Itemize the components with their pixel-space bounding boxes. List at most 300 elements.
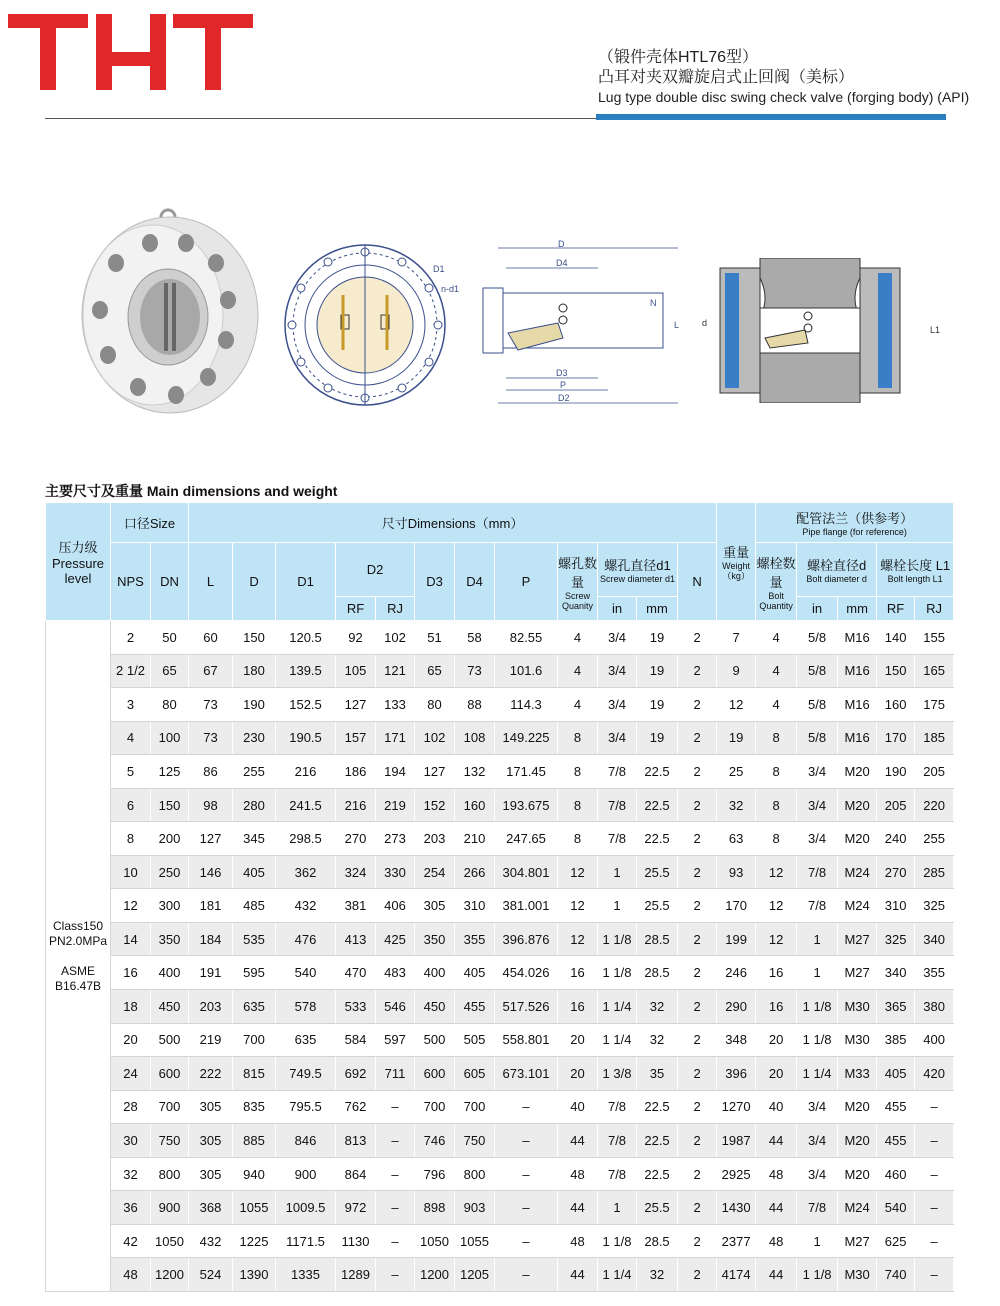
table-cell: 40 — [756, 1090, 797, 1124]
table-cell: 2 — [678, 1090, 717, 1124]
table-cell: 35 — [637, 1057, 678, 1091]
table-cell: 48 — [756, 1157, 797, 1191]
table-cell: 700 — [455, 1090, 495, 1124]
table-cell: 711 — [376, 1057, 415, 1091]
table-cell: 535 — [233, 922, 276, 956]
table-cell: – — [495, 1124, 558, 1158]
table-cell: 121 — [376, 654, 415, 688]
table-cell: 12 — [756, 922, 797, 956]
table-cell: 63 — [717, 822, 756, 856]
th-screw-dia: 螺孔直径d1 Screw diameter d1 — [598, 543, 678, 597]
table-cell: – — [915, 1157, 954, 1191]
label-n: N — [650, 298, 657, 308]
th-screw-mm: mm — [637, 597, 678, 621]
table-cell: 190.5 — [276, 721, 336, 755]
table-cell: 20 — [558, 1023, 598, 1057]
table-row — [46, 1258, 954, 1292]
table-cell: 100 — [151, 721, 189, 755]
table-cell: 5/8 — [797, 688, 838, 722]
table-cell: 98 — [189, 788, 233, 822]
table-cell: 5/8 — [797, 654, 838, 688]
table-cell: 44 — [756, 1191, 797, 1225]
table-cell: 36 — [111, 1191, 151, 1225]
table-row — [46, 956, 954, 990]
table-row — [46, 855, 954, 889]
table-cell: 219 — [189, 1023, 233, 1057]
th-d3: D3 — [415, 543, 455, 621]
table-cell: 5/8 — [797, 621, 838, 655]
table-cell: 405 — [233, 855, 276, 889]
table-cell: – — [915, 1224, 954, 1258]
table-cell: 28.5 — [637, 922, 678, 956]
table-cell: 6 — [111, 788, 151, 822]
table-cell: 30 — [111, 1124, 151, 1158]
table-cell: 32 — [111, 1157, 151, 1191]
table-cell: 700 — [151, 1090, 189, 1124]
table-cell: 8 — [558, 721, 598, 755]
table-cell: 1 3/8 — [598, 1057, 637, 1091]
table-cell: 19 — [637, 654, 678, 688]
table-cell: 400 — [151, 956, 189, 990]
table-body — [46, 621, 954, 1292]
table-cell: 285 — [915, 855, 954, 889]
table-cell: 800 — [151, 1157, 189, 1191]
table-cell: 600 — [415, 1057, 455, 1091]
table-cell: 1 — [797, 1224, 838, 1258]
table-cell: 48 — [558, 1224, 598, 1258]
table-cell: M24 — [838, 889, 877, 923]
table-cell: 500 — [151, 1023, 189, 1057]
table-cell: 450 — [151, 990, 189, 1024]
table-cell: M30 — [838, 1023, 877, 1057]
table-cell: 266 — [455, 855, 495, 889]
table-cell: 65 — [151, 654, 189, 688]
table-row — [46, 1224, 954, 1258]
table-cell: 9 — [717, 654, 756, 688]
table-cell: 22.5 — [637, 1157, 678, 1191]
table-cell: 405 — [455, 956, 495, 990]
table-cell: 2377 — [717, 1224, 756, 1258]
table-cell: 540 — [276, 956, 336, 990]
table-row — [46, 822, 954, 856]
table-cell: 3/4 — [797, 1124, 838, 1158]
table-cell: 205 — [915, 755, 954, 789]
th-screw-qty: 螺孔数量 Screw Quanity — [558, 543, 598, 621]
table-cell: – — [915, 1191, 954, 1225]
table-cell: 2 — [678, 621, 717, 655]
table-row — [46, 1124, 954, 1158]
table-cell: 230 — [233, 721, 276, 755]
table-cell: 406 — [376, 889, 415, 923]
table-cell: 350 — [151, 922, 189, 956]
table-cell: 191 — [189, 956, 233, 990]
table-row — [46, 621, 954, 655]
table-cell: 180 — [233, 654, 276, 688]
table-cell: 7/8 — [598, 822, 637, 856]
table-cell: 813 — [336, 1124, 376, 1158]
table-cell: 2 — [678, 1124, 717, 1158]
header-divider — [45, 118, 597, 119]
table-cell: 44 — [756, 1258, 797, 1292]
table-cell: 1 1/8 — [598, 922, 637, 956]
table-cell: 193.675 — [495, 788, 558, 822]
table-cell: 972 — [336, 1191, 376, 1225]
table-cell: 12 — [111, 889, 151, 923]
table-cell: 4 — [558, 621, 598, 655]
table-cell: 40 — [558, 1090, 598, 1124]
table-cell: 330 — [376, 855, 415, 889]
table-cell: 455 — [877, 1090, 915, 1124]
table-row — [46, 654, 954, 688]
table-cell: M16 — [838, 654, 877, 688]
table-cell: 194 — [376, 755, 415, 789]
table-cell: 396 — [717, 1057, 756, 1091]
table-cell: 149.225 — [495, 721, 558, 755]
table-cell: 324 — [336, 855, 376, 889]
table-cell: 125 — [151, 755, 189, 789]
table-cell: 740 — [877, 1258, 915, 1292]
table-cell: 368 — [189, 1191, 233, 1225]
table-cell: 12 — [558, 855, 598, 889]
table-cell: 1050 — [151, 1224, 189, 1258]
th-l: L — [189, 543, 233, 621]
table-cell: 290 — [717, 990, 756, 1024]
table-cell: 1200 — [415, 1258, 455, 1292]
table-cell: 340 — [877, 956, 915, 990]
table-cell: 362 — [276, 855, 336, 889]
table-cell: – — [376, 1191, 415, 1225]
dimensions-table — [45, 502, 954, 1292]
table-cell: 903 — [455, 1191, 495, 1225]
table-cell: 381 — [336, 889, 376, 923]
table-cell: 216 — [336, 788, 376, 822]
table-cell: 1009.5 — [276, 1191, 336, 1225]
table-cell: 19 — [637, 721, 678, 755]
table-cell: 1130 — [336, 1224, 376, 1258]
table-cell: 597 — [376, 1023, 415, 1057]
table-row — [46, 788, 954, 822]
table-cell: 42 — [111, 1224, 151, 1258]
table-cell: 22.5 — [637, 822, 678, 856]
table-cell: M30 — [838, 990, 877, 1024]
table-cell: 595 — [233, 956, 276, 990]
table-cell: 86 — [189, 755, 233, 789]
table-cell: – — [495, 1191, 558, 1225]
table-cell: 12 — [717, 688, 756, 722]
table-cell: 600 — [151, 1057, 189, 1091]
table-cell: 25.5 — [637, 889, 678, 923]
table-cell: 133 — [376, 688, 415, 722]
table-cell: 12 — [558, 922, 598, 956]
table-cell: 673.101 — [495, 1057, 558, 1091]
table-cell: 105 — [336, 654, 376, 688]
table-cell: 7/8 — [598, 788, 637, 822]
table-cell: 1 1/8 — [598, 956, 637, 990]
table-cell: 220 — [915, 788, 954, 822]
table-cell: 28.5 — [637, 956, 678, 990]
table-cell: 19 — [637, 688, 678, 722]
table-cell: 2 — [678, 1224, 717, 1258]
table-cell: – — [495, 1157, 558, 1191]
table-cell: 400 — [415, 956, 455, 990]
table-cell: 3/4 — [797, 1090, 838, 1124]
table-cell: 82.55 — [495, 621, 558, 655]
th-bolt-qty: 螺栓数量 Bolt Quantity — [756, 543, 797, 621]
table-cell: 160 — [877, 688, 915, 722]
table-cell: 2 — [678, 990, 717, 1024]
table-cell: M16 — [838, 688, 877, 722]
table-cell: M27 — [838, 922, 877, 956]
label-bolt-d: d — [702, 318, 708, 328]
table-cell: 4 — [756, 621, 797, 655]
table-cell: 432 — [189, 1224, 233, 1258]
table-cell: 355 — [915, 956, 954, 990]
table-cell: 310 — [877, 889, 915, 923]
table-cell: 1289 — [336, 1258, 376, 1292]
th-d2-rf: RF — [336, 597, 376, 621]
table-cell: – — [376, 1224, 415, 1258]
table-cell: 65 — [415, 654, 455, 688]
table-cell: 1225 — [233, 1224, 276, 1258]
table-cell: 635 — [233, 990, 276, 1024]
table-cell: 48 — [111, 1258, 151, 1292]
table-cell: 200 — [151, 822, 189, 856]
table-cell: M20 — [838, 822, 877, 856]
table-cell: 250 — [151, 855, 189, 889]
table-cell: M27 — [838, 956, 877, 990]
table-cell: 241.5 — [276, 788, 336, 822]
th-dimensions: 尺寸Dimensions（mm） — [189, 503, 717, 543]
table-cell: 1 1/8 — [797, 990, 838, 1024]
table-cell: 864 — [336, 1157, 376, 1191]
table-row — [46, 889, 954, 923]
table-cell: 350 — [415, 922, 455, 956]
table-cell: 8 — [558, 822, 598, 856]
table-cell: 325 — [877, 922, 915, 956]
table-cell: 310 — [455, 889, 495, 923]
table-cell: 8 — [558, 788, 598, 822]
table-cell: – — [495, 1090, 558, 1124]
table-cell: 12 — [558, 889, 598, 923]
table-cell: 1205 — [455, 1258, 495, 1292]
section-title: 主要尺寸及重量 Main dimensions and weight — [45, 483, 338, 499]
table-cell: – — [495, 1258, 558, 1292]
table-cell: 44 — [558, 1124, 598, 1158]
table-cell: 815 — [233, 1057, 276, 1091]
table-cell: 425 — [376, 922, 415, 956]
table-cell: 12 — [756, 855, 797, 889]
table-cell: 127 — [336, 688, 376, 722]
table-cell: 152 — [415, 788, 455, 822]
table-cell: 80 — [151, 688, 189, 722]
table-cell: – — [376, 1258, 415, 1292]
table-cell: 578 — [276, 990, 336, 1024]
table-cell: 749.5 — [276, 1057, 336, 1091]
table-cell: 2 — [678, 1023, 717, 1057]
table-cell: 132 — [455, 755, 495, 789]
table-cell: 270 — [877, 855, 915, 889]
table-cell: 517.526 — [495, 990, 558, 1024]
table-cell: 546 — [376, 990, 415, 1024]
table-cell: 60 — [189, 621, 233, 655]
table-cell: – — [915, 1090, 954, 1124]
table-cell: 190 — [877, 755, 915, 789]
table-cell: 7/8 — [598, 1124, 637, 1158]
table-cell: 940 — [233, 1157, 276, 1191]
table-cell: 432 — [276, 889, 336, 923]
table-cell: 1050 — [415, 1224, 455, 1258]
table-cell: 505 — [455, 1023, 495, 1057]
table-cell: 1430 — [717, 1191, 756, 1225]
table-cell: 700 — [233, 1023, 276, 1057]
table-cell: M20 — [838, 788, 877, 822]
th-bolt-len: 螺栓长度 L1 Bolt length L1 — [877, 543, 954, 597]
table-cell: 150 — [151, 788, 189, 822]
table-cell: 222 — [189, 1057, 233, 1091]
table-cell: 1055 — [233, 1191, 276, 1225]
table-cell: 2 — [678, 822, 717, 856]
table-cell: 32 — [637, 1023, 678, 1057]
table-cell: 12 — [756, 889, 797, 923]
table-cell: 1055 — [455, 1224, 495, 1258]
table-cell: 305 — [189, 1090, 233, 1124]
table-cell: 44 — [756, 1124, 797, 1158]
table-cell: 304.801 — [495, 855, 558, 889]
table-cell: 476 — [276, 922, 336, 956]
table-cell: 16 — [756, 990, 797, 1024]
table-cell: 19 — [637, 621, 678, 655]
table-cell: 2 — [678, 755, 717, 789]
th-bolt-in: in — [797, 597, 838, 621]
table-cell: M33 — [838, 1057, 877, 1091]
th-d1: D1 — [276, 543, 336, 621]
table-cell: 120.5 — [276, 621, 336, 655]
table-cell: 150 — [877, 654, 915, 688]
th-weight: 重量 Weight（kg） — [717, 503, 756, 621]
table-cell: 2 — [678, 855, 717, 889]
table-cell: 2 — [678, 1191, 717, 1225]
table-cell: 7 — [717, 621, 756, 655]
table-cell: 1 1/4 — [598, 1023, 637, 1057]
table-cell: 246 — [717, 956, 756, 990]
table-cell: 48 — [756, 1224, 797, 1258]
table-cell: 2 — [678, 688, 717, 722]
table-cell: 171 — [376, 721, 415, 755]
table-cell: 635 — [276, 1023, 336, 1057]
table-cell: 500 — [415, 1023, 455, 1057]
table-cell: 273 — [376, 822, 415, 856]
table-cell: 170 — [877, 721, 915, 755]
table-cell: 1335 — [276, 1258, 336, 1292]
table-cell: 101.6 — [495, 654, 558, 688]
table-cell: 7/8 — [797, 855, 838, 889]
table-cell: 1200 — [151, 1258, 189, 1292]
th-p: P — [495, 543, 558, 621]
table-cell: M20 — [838, 1090, 877, 1124]
table-cell: 2 — [678, 889, 717, 923]
header-model: （锻件壳体HTL76型） — [598, 49, 759, 66]
table-cell: 340 — [915, 922, 954, 956]
table-cell: 2 — [678, 788, 717, 822]
table-cell: 73 — [455, 654, 495, 688]
table-cell: 420 — [915, 1057, 954, 1091]
table-cell: 3/4 — [598, 721, 637, 755]
table-cell: 2 — [678, 956, 717, 990]
table-cell: – — [495, 1224, 558, 1258]
table-cell: 152.5 — [276, 688, 336, 722]
table-cell: 203 — [189, 990, 233, 1024]
table-cell: 348 — [717, 1023, 756, 1057]
table-cell: 102 — [376, 621, 415, 655]
table-cell: M16 — [838, 721, 877, 755]
tht-logo — [8, 12, 253, 92]
table-cell: 10 — [111, 855, 151, 889]
table-cell: 365 — [877, 990, 915, 1024]
table-cell: 460 — [877, 1157, 915, 1191]
table-cell: 625 — [877, 1224, 915, 1258]
table-cell: 25.5 — [637, 855, 678, 889]
table-cell: 900 — [151, 1191, 189, 1225]
table-cell: 846 — [276, 1124, 336, 1158]
table-cell: 16 — [558, 990, 598, 1024]
table-cell: 205 — [877, 788, 915, 822]
table-cell: 750 — [151, 1124, 189, 1158]
table-cell: 900 — [276, 1157, 336, 1191]
installed-section-drawing — [700, 258, 945, 403]
table-cell: 127 — [189, 822, 233, 856]
table-cell: 32 — [717, 788, 756, 822]
table-cell: 186 — [336, 755, 376, 789]
table-cell: 150 — [233, 621, 276, 655]
table-cell: 20 — [111, 1023, 151, 1057]
label-l1: L1 — [930, 325, 941, 335]
table-cell: 1270 — [717, 1090, 756, 1124]
table-cell: 51 — [415, 621, 455, 655]
table-cell: 2 — [678, 654, 717, 688]
table-cell: 325 — [915, 889, 954, 923]
th-bolt-dia: 螺栓直径d Bolt diameter d — [797, 543, 877, 597]
table-cell: 746 — [415, 1124, 455, 1158]
table-cell: 270 — [336, 822, 376, 856]
label-n-d1: n-d1 — [441, 284, 460, 294]
table-cell: 255 — [233, 755, 276, 789]
table-cell: 171.45 — [495, 755, 558, 789]
th-d4: D4 — [455, 543, 495, 621]
table-cell: 28.5 — [637, 1224, 678, 1258]
table-cell: 584 — [336, 1023, 376, 1057]
th-d2-rj: RJ — [376, 597, 415, 621]
header-title-en: Lug type double disc swing check valve (forging body) (API) — [598, 89, 970, 105]
table-cell: 73 — [189, 688, 233, 722]
table-cell: 1 — [797, 956, 838, 990]
table-cell: 800 — [455, 1157, 495, 1191]
table-cell: 470 — [336, 956, 376, 990]
table-row — [46, 922, 954, 956]
table-cell: 750 — [455, 1124, 495, 1158]
table-cell: 1 1/4 — [598, 990, 637, 1024]
table-cell: M16 — [838, 621, 877, 655]
table-cell: 28 — [111, 1090, 151, 1124]
table-cell: 1171.5 — [276, 1224, 336, 1258]
table-cell: 44 — [558, 1191, 598, 1225]
table-cell: 102 — [415, 721, 455, 755]
table-cell: 524 — [189, 1258, 233, 1292]
table-cell: 454.026 — [495, 956, 558, 990]
table-cell: 20 — [756, 1023, 797, 1057]
table-cell: 146 — [189, 855, 233, 889]
table-cell: 2 — [678, 1057, 717, 1091]
table-cell: 19 — [717, 721, 756, 755]
